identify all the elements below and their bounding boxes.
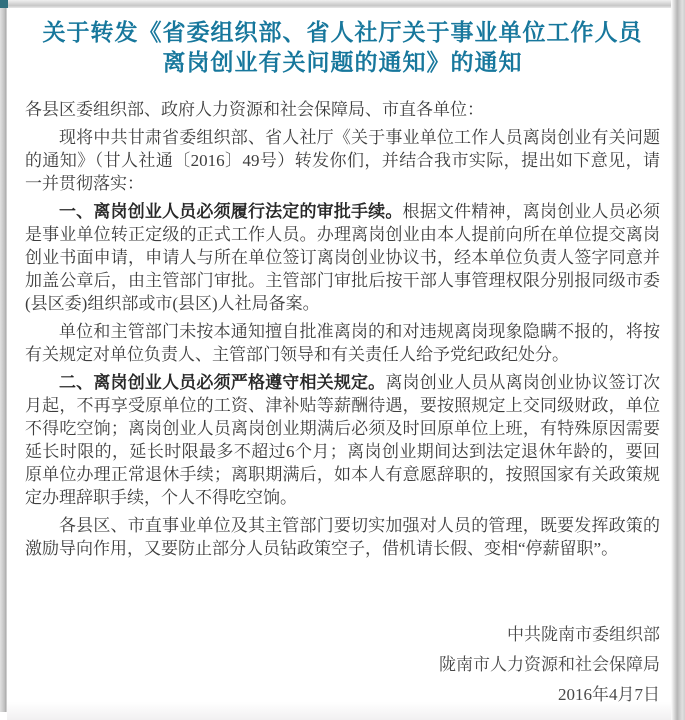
section-heading: 二、离岗创业人员必须严格遵守相关规定。 <box>59 373 386 392</box>
paragraph-text: 单位和主管部门未按本通知擅自批准离岗的和对违规离岗现象隐瞒不报的，将按有关规定对单位负责人、主管部门领导和有关责任人给予党纪政纪处分。 <box>25 322 660 364</box>
paragraph-text: 离岗创业人员从离岗创业协议签订次月起，不再享受原单位的工资、津补贴等薪酬待遇，要按照规定上交同级财政，单位不得吃空饷；离岗创业人员离岗创业期满后必须及时回原单位上班，有特殊原因需要延长时限的，延长时限最多不超过6个月；离岗创业期间达到法定退休年龄的，要回原单位办理正常退休手续；离职期满后，如本人有意愿辞职的，按照国家有关政策规定办理辞职手续，个人不得吃空饷。 <box>25 373 661 507</box>
signature-org-1: 中共陇南市委组织部 <box>507 625 660 644</box>
signature-date: 2016年4月7日 <box>558 685 660 704</box>
body-paragraph <box>25 126 660 195</box>
document-title-line: 关于转发《省委组织部、省人社厅关于事业单位工作人员 <box>42 20 643 45</box>
body-paragraph <box>25 514 660 560</box>
signature-org-2: 陇南市人力资源和社会保障局 <box>439 655 660 674</box>
paragraph-text: 根据文件精神，离岗创业人员必须是事业单位转正定级的正式工作人员。办理离岗创业由本人提前向所在单位提交离岗创业书面申请，申请人与所在单位签订离岗创业协议书，经本单位负责人签字同意并加盖公章后，由主管部门审批。主管部门审批后按干部人事管理权限分别报同级市委(县区委)组织部或市(县区)人社局备案。 <box>25 202 661 313</box>
body-paragraph <box>25 320 660 366</box>
paragraph-text: 现将中共甘肃省委组织部、省人社厅《关于事业单位工作人员离岗创业有关问题的通知》（甘人社通〔2016〕49号）转发你们，并结合我市实际，提出如下意见，请一并贯彻落实： <box>25 128 660 193</box>
document-page <box>25 18 660 710</box>
scan-border-right <box>671 0 685 720</box>
document-body <box>25 98 660 560</box>
salutation: 各县区委组织部、政府人力资源和社会保障局、市直各单位： <box>25 100 484 119</box>
paragraph-text: 各县区、市直事业单位及其主管部门要切实加强对人员的管理，既要发挥政策的激励导向作用，又要防止部分人员钻政策空子，借机请长假、变相“停薪留职”。 <box>25 516 660 558</box>
scan-border-corner <box>0 0 8 8</box>
scan-border-left <box>0 0 7 712</box>
signature-block <box>25 620 660 710</box>
document-title-line: 离岗创业有关问题的通知》的通知 <box>162 50 523 75</box>
document-title <box>25 18 660 78</box>
body-paragraph <box>25 200 660 315</box>
body-paragraph <box>25 371 660 509</box>
section-heading: 一、离岗创业人员必须履行法定的审批手续。 <box>59 202 403 221</box>
scan-border-top <box>0 0 685 8</box>
